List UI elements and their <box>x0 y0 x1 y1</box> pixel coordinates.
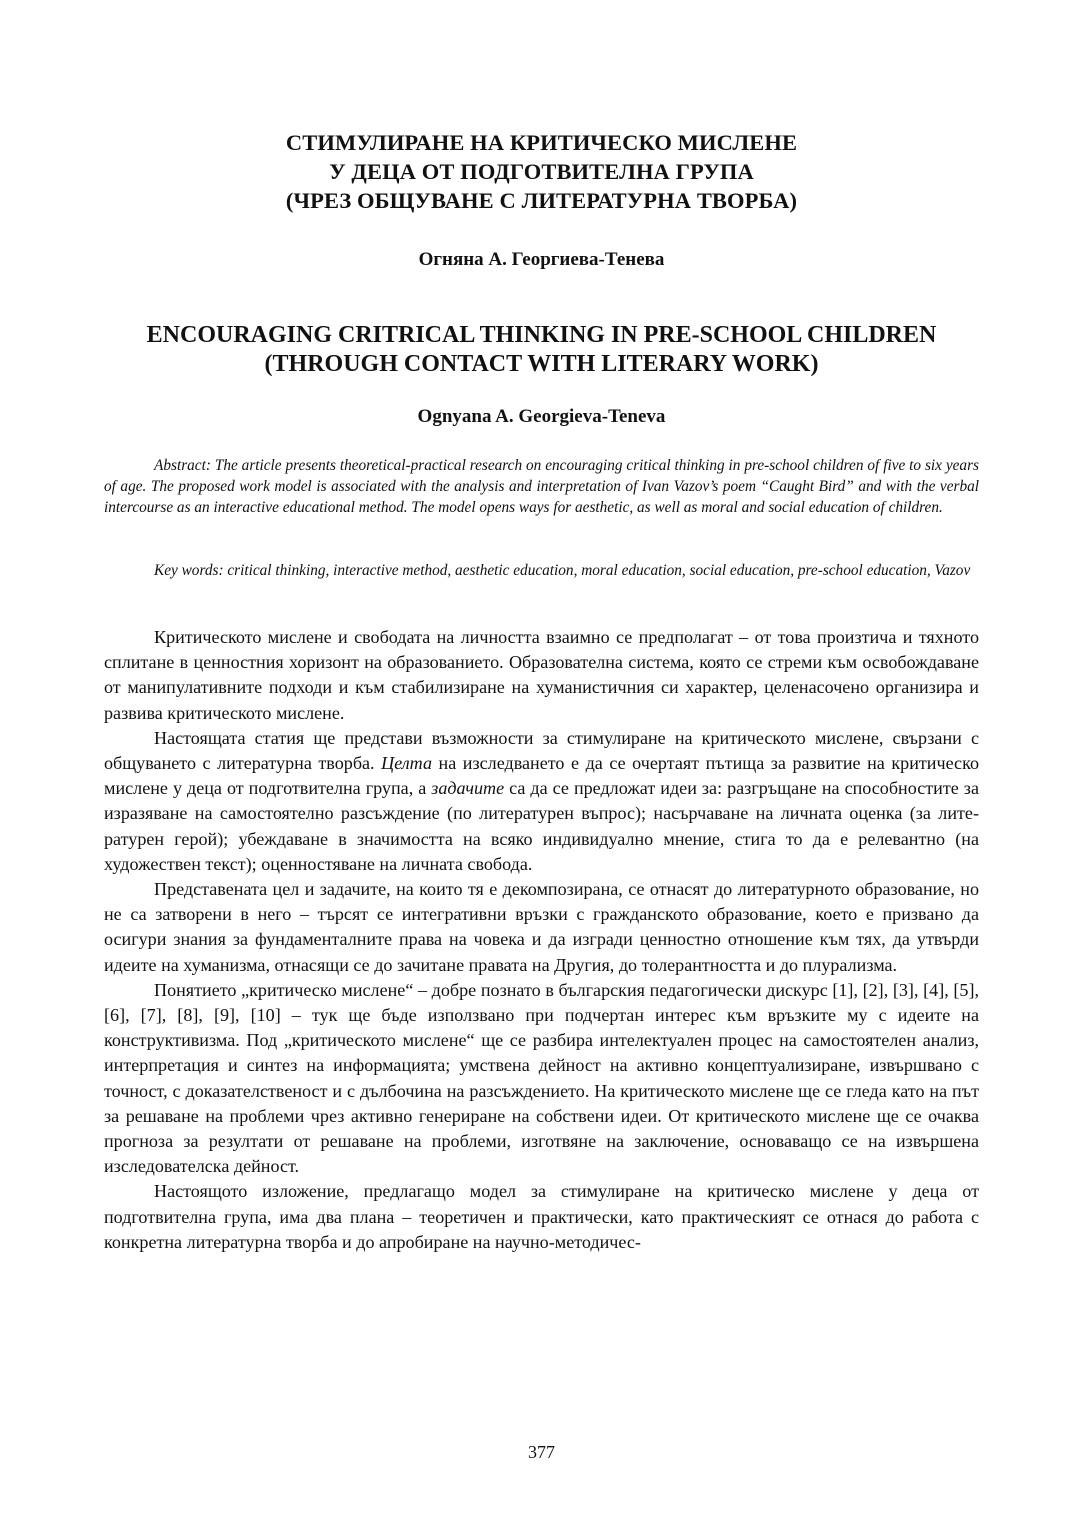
title-bulgarian <box>104 128 979 215</box>
paragraph-1: Критическото мислене и свободата на личността взаимно се предполагат – от това произтича и тяхното сплитане в ценностния хоризонт на образованието. Образователна система, която се стреми към освобождаване от манипулативните подходи и към стабилизиране на хуманистичния си характер, целенасочено организира и развива критическото мислене. <box>104 627 979 723</box>
abstract: Abstract: The article presents theoretical-practical research on encouraging critical thinking in pre-school children of five to six years of age. The proposed work model is associated with the analysis and interpretation of Ivan Vazov’s poem “Caught Bird” and with the verbal intercourse as an interactive educational method. The model opens ways for aesthetic, as well as moral and social education of children. <box>104 457 979 516</box>
paragraph-4: Понятието „критическо мислене“ – добре познато в българския педагогически дискурс [1], [2], [3], [4], [5], [6], [7], [8], [9], [10] – тук ще бъде използвано при подчертан интерес към връзките му с идеите на конструктивизма. Под „критическото мислене“ ще се разбира интелектуален процес на самостоятелен анализ, интерпретация и синтез на информацията; умствена дейност на активно концептуализиране, извършвано с точност, с доказателственост и с дълбочина на разсъждението. На критическото мислене ще се гледа като на път за решаване на проблеми чрез активно генериране на собствени идеи. От критическото мислене ще се очаква прогноза за резултати от решаване на проблеми, изготвяне на заключение, основаващо се на извършена изследователска дейност. <box>104 979 979 1177</box>
title-bg-line-3: (ЧРЕЗ ОБЩУВАНЕ С ЛИТЕРАТУРНА ТВОРБА) <box>285 188 798 213</box>
paragraph-2-emphasis-tasks: задачите <box>431 778 505 799</box>
paragraph-2 <box>104 726 979 877</box>
paragraph-2-emphasis-goal: Целта <box>381 753 432 774</box>
paragraph-2-part-c: са да се предложат идеи за: разгръщане на способностите за изразяване на самостоятелно разсъждение (по литературен въпрос); насърчаване на личната оценка (за литературен герой); убеждаване в значимостта на всяко индивидуално мнение, стига то да е релевантно (на художествен текст); оценностяване на личната свобода. <box>104 778 979 874</box>
body-text <box>104 625 979 1255</box>
author-bulgarian: Огняна А. Георгиева-Тенева <box>418 249 665 270</box>
title-en-line-2: (THROUGH CONTACT WITH LITERARY WORK) <box>264 351 819 377</box>
title-english <box>104 321 979 379</box>
title-bg-line-2: У ДЕЦА ОТ ПОДГОТВИТЕЛНА ГРУПА <box>329 159 754 184</box>
keywords: Key words: critical thinking, interactive method, aesthetic education, moral education, social education, pre-school education, Vazov <box>154 562 971 579</box>
paragraph-2-part-b: на изследването е да се очертаят пътища за развитие на критическо мислене у деца от подготвителна група, а <box>104 753 979 799</box>
paragraph-3: Представената цел и задачите, на които тя е декомпозирана, се отнасят до литературното образование, но не са затворени в него – търсят се интегративни връзки с гражданското образование, което е призвано да осигури знания за фундаменталните права на човека и да изгради ценностно отношение към тях, да утвърди идеите на хуманизма, отнасящи се до зачитане правата на Другия, до толерантността и до плурализма. <box>104 879 979 975</box>
paragraph-2-part-a: Настоящата статия ще представи възможности за стимулиране на критическото мислене, свързани с общуването с литературна творба. <box>104 727 979 774</box>
title-en-line-1: ENCOURAGING CRITRICAL THINKING IN PRE-SCHOOL CHILDREN <box>146 322 937 348</box>
author-english: Ognyana A. Georgieva-Teneva <box>417 406 666 427</box>
title-bg-line-1: СТИМУЛИРАНЕ НА КРИТИЧЕСКО МИСЛЕНЕ <box>285 130 798 155</box>
paragraph-5: Настоящото изложение, предлагащо модел за стимулиране на критическо мислене у деца от подготвителна група, има два плана – теоретичен и практически, като практическият се отнася до работа с конкретна литературна творба и до апробиране на научно-методичес- <box>104 1181 979 1252</box>
page-number: 377 <box>528 1442 555 1462</box>
